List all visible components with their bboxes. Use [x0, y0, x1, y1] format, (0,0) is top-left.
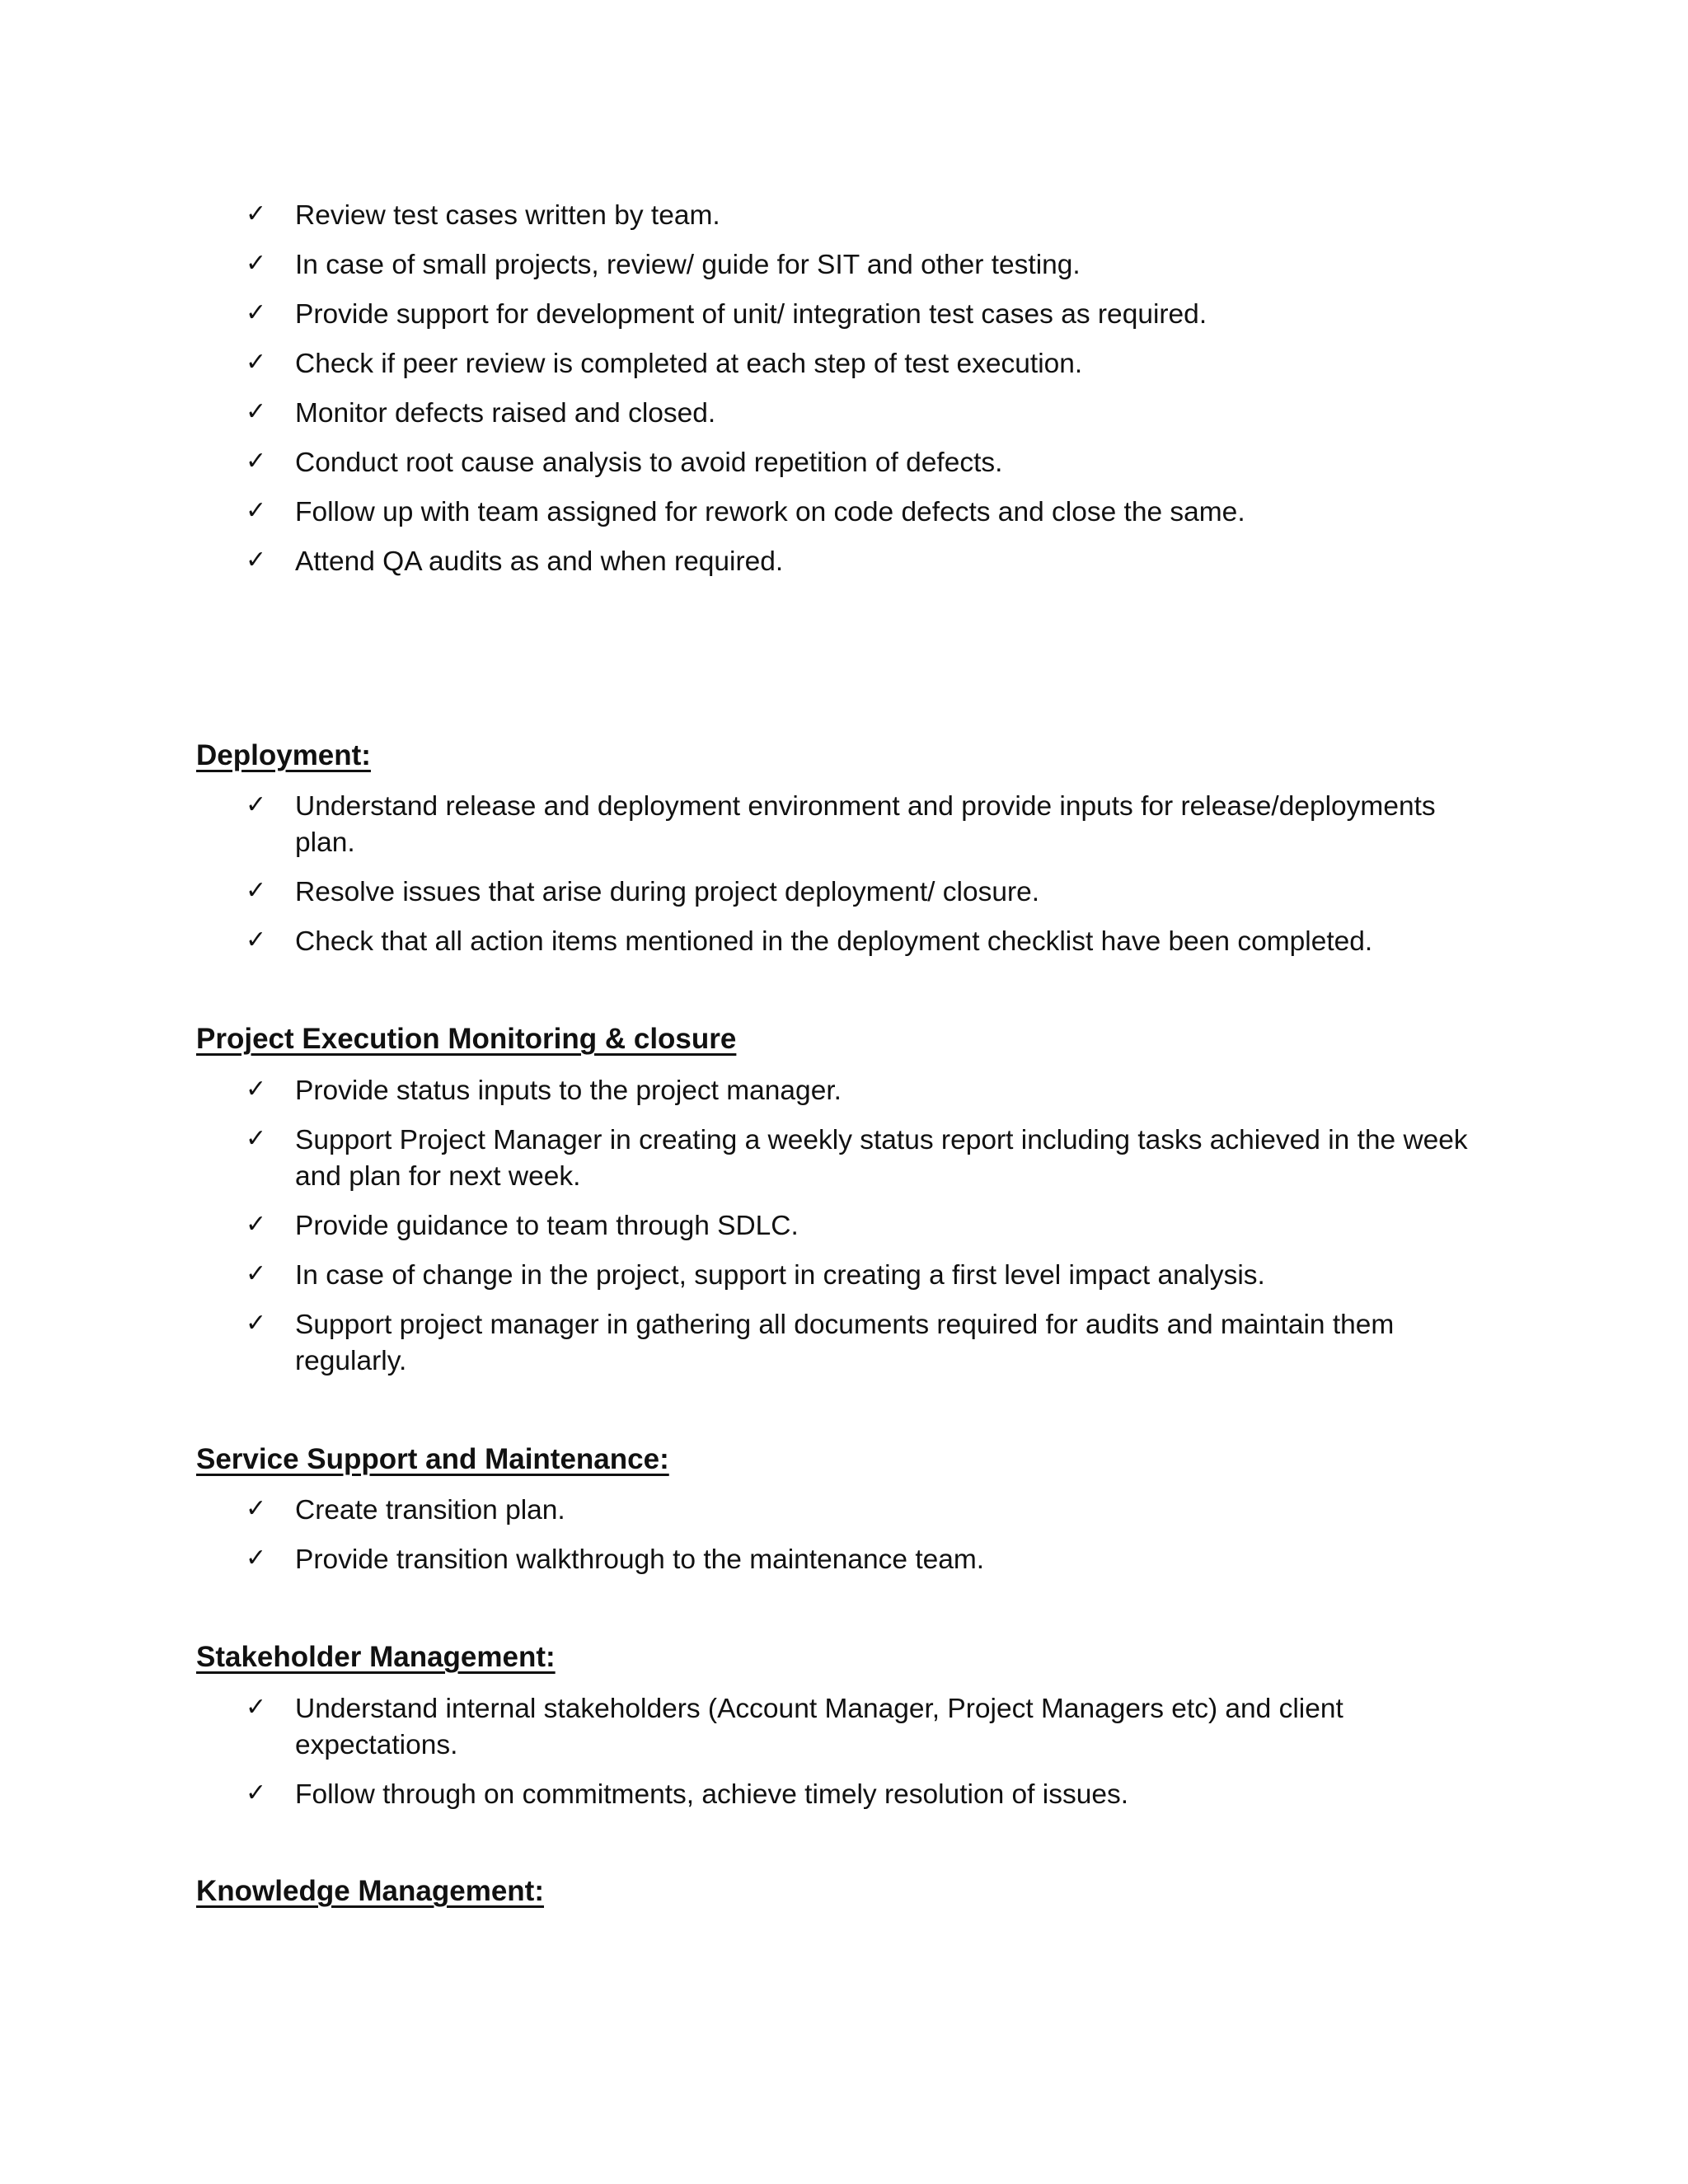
list-item [0, 1208, 1490, 1244]
checkmark-icon: ✓ [246, 1544, 267, 1572]
checkmark-icon: ✓ [246, 1210, 267, 1239]
section-heading-knowledge: Knowledge Management: [196, 1875, 544, 1907]
list-item-text: Support Project Manager in creating a weekly status report including tasks achieved in the week and plan for next week. [295, 1125, 1468, 1192]
list-item [0, 445, 1490, 481]
list-item-text: Provide transition walkthrough to the maintenance team. [295, 1544, 985, 1575]
list-item [0, 297, 1490, 333]
list-item-text: Attend QA audits as and when required. [295, 546, 784, 577]
list-item-text: Create transition plan. [295, 1495, 565, 1526]
checkmark-icon: ✓ [246, 790, 267, 819]
list-item [0, 1493, 1490, 1529]
intro-checklist [0, 198, 1688, 593]
list-item [0, 1777, 1490, 1813]
list-item [0, 874, 1490, 911]
list-item [0, 924, 1490, 960]
list-item-text: Support project manager in gathering all documents required for audits and maintain them regularly. [295, 1310, 1395, 1376]
list-item [0, 1073, 1490, 1109]
list-item [0, 1122, 1490, 1195]
list-item-text: In case of small projects, review/ guide for SIT and other testing. [295, 250, 1081, 280]
checkmark-icon: ✓ [246, 1124, 267, 1153]
list-item [0, 1258, 1490, 1294]
checkmark-icon: ✓ [246, 199, 267, 228]
list-item-text: Follow through on commitments, achieve timely resolution of issues. [295, 1779, 1129, 1810]
checkmark-icon: ✓ [246, 397, 267, 426]
list-item-text: Conduct root cause analysis to avoid repetition of defects. [295, 448, 1003, 478]
checkmark-icon: ✓ [246, 876, 267, 905]
section-heading-monitoring: Project Execution Monitoring & closure [196, 1023, 737, 1055]
list-item-text: Follow up with team assigned for rework on code defects and close the same. [295, 497, 1245, 527]
checkmark-icon: ✓ [246, 298, 267, 327]
checkmark-icon: ✓ [246, 348, 267, 377]
checkmark-icon: ✓ [246, 496, 267, 525]
list-item [0, 1307, 1490, 1380]
checkmark-icon: ✓ [246, 1494, 267, 1523]
list-item-text: Provide status inputs to the project manager. [295, 1076, 842, 1106]
list-item-text: Provide guidance to team through SDLC. [295, 1211, 799, 1241]
list-item [0, 198, 1490, 234]
list-item [0, 346, 1490, 382]
deployment-checklist [0, 789, 1688, 973]
list-item-text: Understand release and deployment environment and provide inputs for release/deployments plan. [295, 791, 1436, 858]
checkmark-icon: ✓ [246, 1693, 267, 1722]
service-checklist [0, 1493, 1688, 1591]
list-item-text: Check if peer review is completed at each step of test execution. [295, 349, 1083, 379]
monitoring-checklist [0, 1073, 1688, 1393]
list-item [0, 1542, 1490, 1578]
section-heading-service: Service Support and Maintenance: [196, 1443, 669, 1475]
list-item [0, 396, 1490, 432]
list-item [0, 247, 1490, 284]
checkmark-icon: ✓ [246, 1309, 267, 1338]
list-item-text: Check that all action items mentioned in the deployment checklist have been completed. [295, 926, 1373, 957]
list-item-text: Provide support for development of unit/ integration test cases as required. [295, 299, 1207, 330]
list-item-text: Understand internal stakeholders (Account Manager, Project Managers etc) and client expectations. [295, 1694, 1343, 1760]
list-item [0, 494, 1490, 531]
stakeholder-checklist [0, 1691, 1688, 1826]
list-item [0, 544, 1490, 580]
list-item-text: Review test cases written by team. [295, 200, 720, 231]
list-item-text: In case of change in the project, support in creating a first level impact analysis. [295, 1260, 1265, 1291]
checkmark-icon: ✓ [246, 1259, 267, 1288]
section-heading-deployment: Deployment: [196, 739, 371, 771]
list-item-text: Resolve issues that arise during project deployment/ closure. [295, 877, 1040, 907]
section-heading-stakeholder: Stakeholder Management: [196, 1641, 556, 1673]
checkmark-icon: ✓ [246, 249, 267, 278]
checkmark-icon: ✓ [246, 926, 267, 954]
checkmark-icon: ✓ [246, 1779, 267, 1807]
checkmark-icon: ✓ [246, 546, 267, 574]
list-item [0, 1691, 1490, 1764]
list-item [0, 789, 1490, 861]
checkmark-icon: ✓ [246, 447, 267, 476]
list-item-text: Monitor defects raised and closed. [295, 398, 716, 429]
checkmark-icon: ✓ [246, 1075, 267, 1104]
